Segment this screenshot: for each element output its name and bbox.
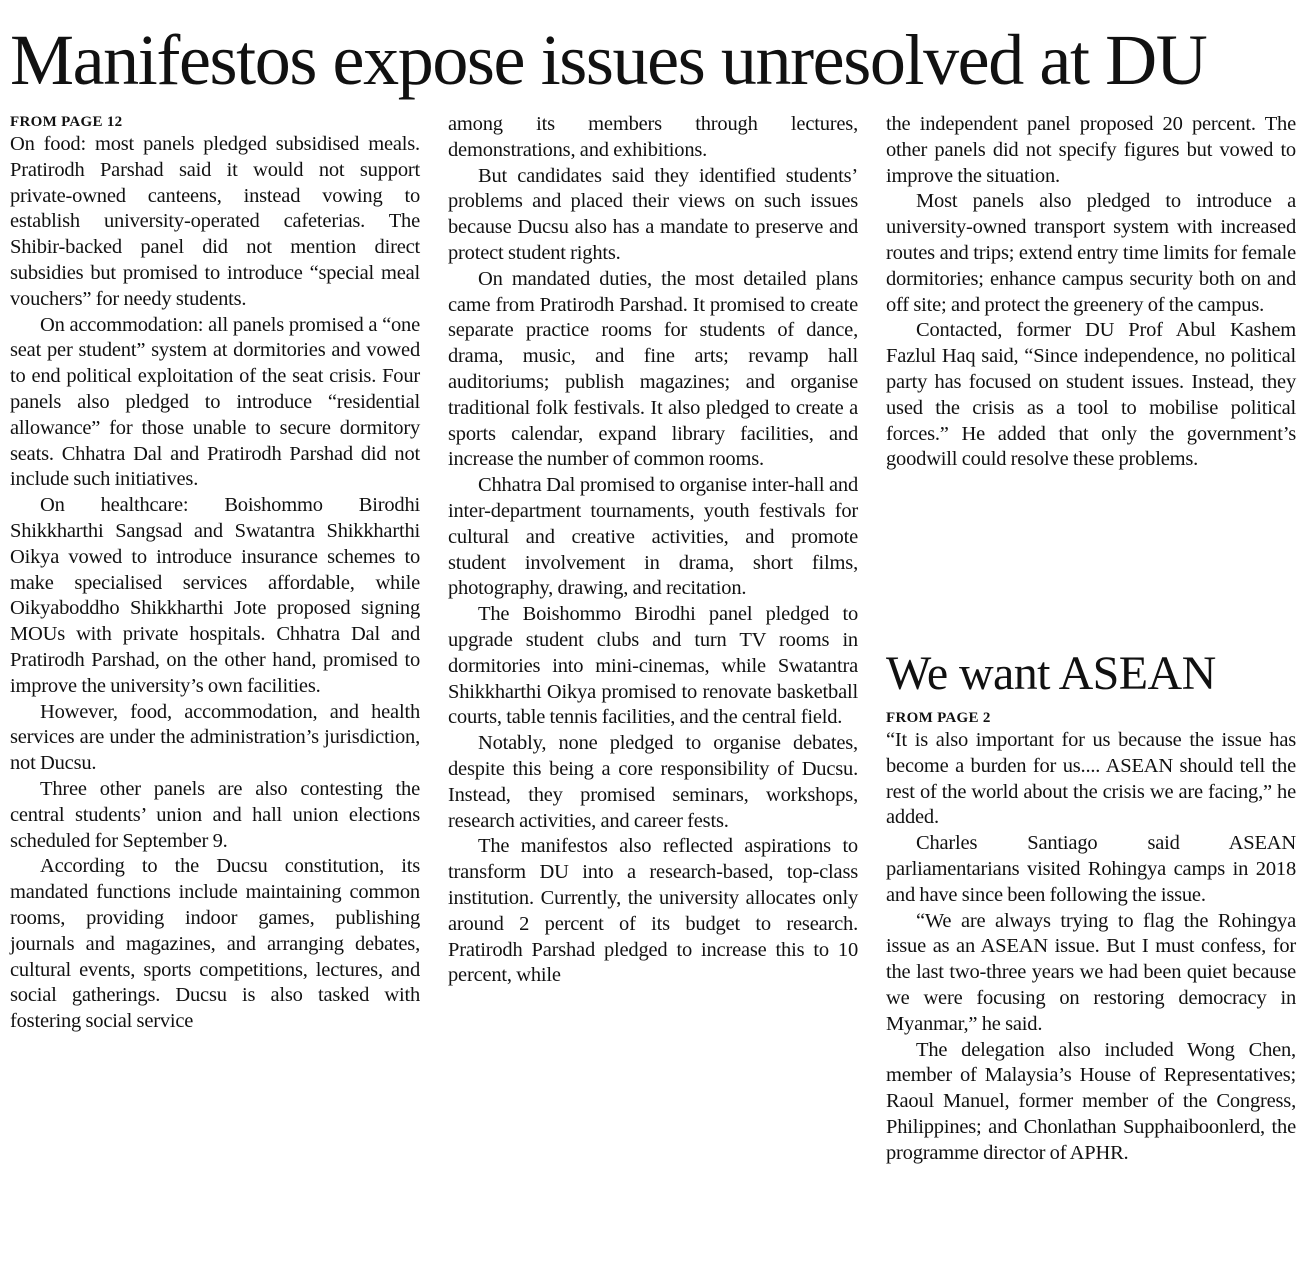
paragraph: However, food, accommodation, and health services are under the administration’s jurisdiction, not Ducsu.	[10, 700, 420, 775]
from-page-label: FROM PAGE 2	[886, 710, 991, 726]
column-2	[448, 112, 858, 989]
paragraph: Contacted, former DU Prof Abul Kashem Fazlul Haq said, “Since independence, no political party has focused on student issues. Instead, they used the crisis as a tool to mobilise political forces.” He added that only the government’s goodwill could resolve these problems.	[886, 319, 1296, 471]
paragraph: The manifestos also reflected aspirations to transform DU into a research-based, top-class institution. Currently, the university allocates only around 2 percent of its budget to research. Pratirodh Parshad pledged to increase this to 10 percent, while	[448, 835, 858, 987]
paragraph: According to the Ducsu constitution, its mandated functions include maintaining common rooms, providing indoor games, publishing journals and magazines, and arranging debates, cultural events, sports competitions, lectures, and social gatherings. Ducsu is also tasked with fostering social service	[10, 855, 420, 1033]
paragraph: On accommodation: all panels promised a “one seat per student” system at dormitories and vowed to end political exploitation of the seat crisis. Four panels also pledged to introduce “residential allowance” for those unable to secure dormitory seats. Chhatra Dal and Pratirodh Parshad did not include such initiatives.	[10, 313, 420, 491]
paragraph: Most panels also pledged to introduce a university-owned transport system with increased routes and trips; extend entry time limits for female dormitories; enhance campus security both on and off site; and protect the greenery of the campus.	[886, 190, 1296, 316]
paragraph: The delegation also included Wong Chen, member of Malaysia’s House of Representatives; Raoul Manuel, former member of the Congress, Philippines; and Chonlathan Supphaiboonlerd, the programme director of APHR.	[886, 1038, 1296, 1164]
paragraph: Charles Santiago said ASEAN parliamentarians visited Rohingya camps in 2018 and have since been following the issue.	[886, 832, 1296, 906]
column-1	[10, 112, 420, 1035]
headline: Manifestos expose issues unresolved at DU	[10, 20, 1207, 100]
paragraph: But candidates said they identified students’ problems and placed their views on such issues because Ducsu also has a mandate to preserve and protect student rights.	[448, 164, 858, 264]
article-we-want-asean	[886, 646, 1296, 1167]
paragraph: On healthcare: Boishommo Birodhi Shikkharthi Sangsad and Swatantra Shikkharthi Oikya vowed to introduce insurance schemes to make specialised services affordable, while Oikyaboddho Shikkharthi Jote proposed signing MOUs with private hospitals. Chhatra Dal and Pratirodh Parshad, on the other hand, promised to improve the university’s own facilities.	[10, 494, 420, 697]
paragraph: On food: most panels pledged subsidised meals. Pratirodh Parshad said it would not support private-owned canteens, instead vowing to establish university-operated cafeterias. The Shibir-backed panel did not mention direct subsidies but promised to introduce “special meal vouchers” for needy students.	[10, 133, 420, 310]
paragraph: “It is also important for us because the issue has become a burden for us.... ASEAN should tell the rest of the world about the crisis we are facing,” he added.	[886, 729, 1296, 829]
subheadline: We want ASEAN	[886, 647, 1216, 700]
paragraph: Notably, none pledged to organise debates, despite this being a core responsibility of Ducsu. Instead, they promised seminars, workshops, research activities, and career fests.	[448, 732, 858, 832]
paragraph: Three other panels are also contesting the central students’ union and hall union elections scheduled for September 9.	[10, 777, 420, 852]
paragraph: The Boishommo Birodhi panel pledged to upgrade student clubs and turn TV rooms in dormitories into mini-cinemas, while Swatantra Shikkharthi Oikya promised to renovate basketball courts, table tennis facilities, and the central field.	[448, 603, 858, 729]
from-page-label: FROM PAGE 12	[10, 114, 123, 130]
paragraph: among its members through lectures, demonstrations, and exhibitions.	[448, 113, 858, 161]
column-3	[886, 112, 1296, 473]
paragraph: “We are always trying to flag the Rohingya issue as an ASEAN issue. But I must confess, for the last two-three years we had been quiet because we were focusing on restoring democracy in Myanmar,” he said.	[886, 909, 1296, 1035]
paragraph: On mandated duties, the most detailed plans came from Pratirodh Parshad. It promised to create separate practice rooms for students of dance, drama, music, and fine arts; revamp hall auditoriums; publish magazines; and organise traditional folk festivals. It also pledged to create a sports calendar, expand library facilities, and increase the number of common rooms.	[448, 267, 858, 471]
paragraph: the independent panel proposed 20 percent. The other panels did not specify figures but vowed to improve the situation.	[886, 113, 1296, 187]
paragraph: Chhatra Dal promised to organise inter-hall and inter-department tournaments, youth festivals for cultural and creative activities, and promote student involvement in drama, short films, photography, drawing, and recitation.	[448, 474, 858, 600]
